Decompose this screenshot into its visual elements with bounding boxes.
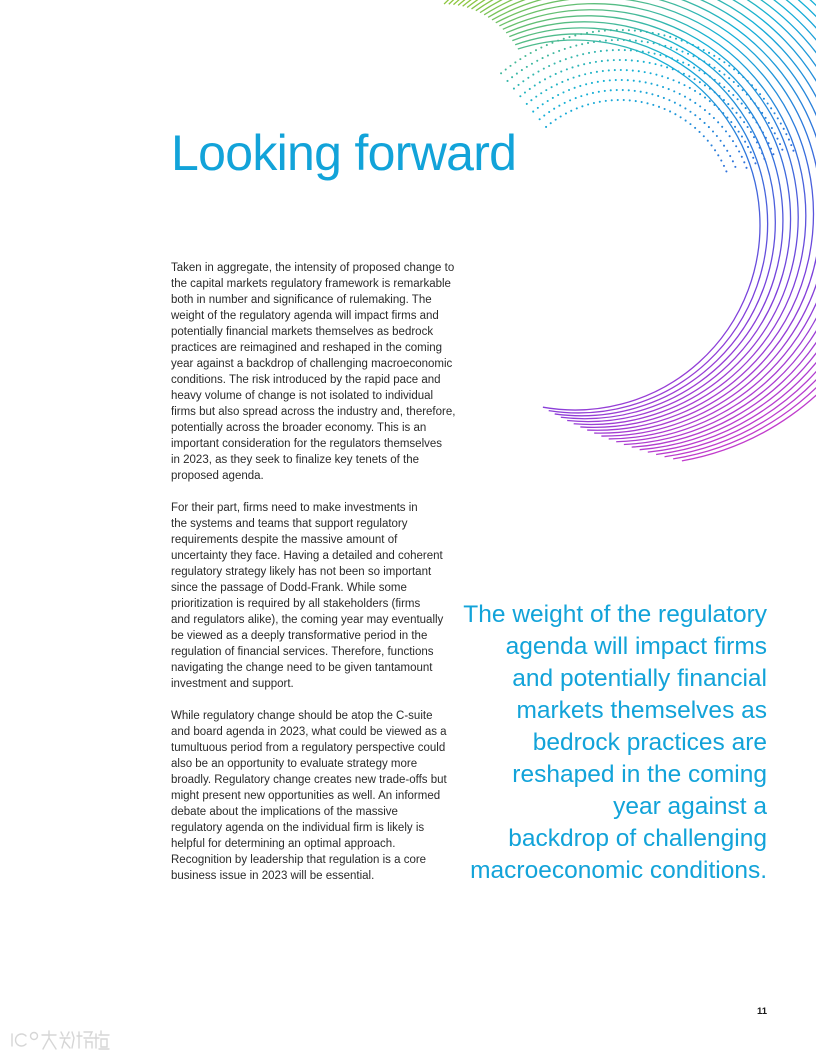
- body-line: For their part, firms need to make investments in: [171, 502, 418, 514]
- body-line: regulatory strategy likely has not been so important: [171, 566, 432, 578]
- body-line: regulation of financial services. Therefore, functions: [171, 646, 434, 658]
- decorative-arc: [458, 0, 816, 454]
- body-line: regulatory agenda on the individual firm is likely is: [171, 822, 425, 834]
- pull-quote-line: agenda will impact firms: [505, 633, 767, 660]
- decorative-arc: [496, 0, 814, 430]
- body-line: since the passage of Dodd-Frank. While some: [171, 582, 407, 594]
- pull-quote-line: The weight of the regulatory: [463, 601, 767, 628]
- body-line: important consideration for the regulators themselves: [171, 438, 443, 450]
- body-line: year against a backdrop of challenging macroeconomic: [171, 358, 453, 370]
- pull-quote: [447, 599, 767, 887]
- decorative-arc: [467, 0, 816, 450]
- body-line: also be an opportunity to evaluate strategy more: [171, 758, 418, 770]
- body-line: the capital markets regulatory framework is remarkable: [171, 278, 451, 290]
- body-line: weight of the regulatory agenda will impact firms and: [171, 310, 439, 322]
- decorative-dotted-arc: [508, 40, 785, 155]
- decorative-dotted-arc: [527, 70, 756, 165]
- pull-quote-line: year against a: [613, 793, 767, 820]
- decorative-dotted-arc: [520, 60, 765, 162]
- body-line: navigating the change need to be given tantamount: [171, 662, 433, 674]
- page-number: 11: [756, 1006, 767, 1017]
- pull-quote-line: markets themselves as: [516, 697, 767, 724]
- body-line: practices are reimagined and reshaped in the coming: [171, 342, 443, 354]
- decorative-dotted-arc: [501, 30, 794, 152]
- body-line: the systems and teams that support regulatory: [171, 518, 408, 530]
- body-line: investment and support.: [171, 678, 294, 690]
- body-line: might present new opportunities as well. An informed: [171, 790, 441, 802]
- body-paragraph: [171, 500, 471, 692]
- decorative-arc: [472, 0, 816, 447]
- pull-quote-line: bedrock practices are: [532, 729, 767, 756]
- body-line: debate about the implications of the massive: [171, 806, 398, 818]
- pull-quote-line: macroeconomic conditions.: [470, 857, 767, 884]
- body-line: requirements despite the massive amount of: [171, 534, 398, 546]
- decorative-arc: [449, 0, 816, 459]
- pull-quote-line: and potentially financial: [512, 665, 767, 692]
- watermark-logo: [6, 1026, 110, 1054]
- body-line: and regulators alike), the coming year may eventually: [171, 614, 444, 626]
- body-line: helpful for determining an optimal approach.: [171, 838, 396, 850]
- body-line: be viewed as a deeply transformative period in the: [171, 630, 428, 642]
- body-line: conditions. The risk introduced by the rapid pace and: [171, 374, 441, 386]
- body-paragraph: [171, 260, 471, 484]
- body-line: firms but also spread across the industry and, therefore,: [171, 406, 456, 418]
- body-line: potentially financial markets themselves as bedrock: [171, 326, 434, 338]
- body-line: and board agenda in 2023, what could be viewed as a: [171, 726, 447, 738]
- body-line: business issue in 2023 will be essential.: [171, 870, 375, 882]
- page-title: Looking forward: [171, 125, 517, 181]
- body-line: tumultuous period from a regulatory perspective could: [171, 742, 446, 754]
- decorative-arc: [453, 0, 816, 457]
- body-line: heavy volume of change is not isolated to individual: [171, 390, 434, 402]
- body-paragraph: [171, 708, 471, 884]
- body-text: [171, 260, 471, 900]
- body-line: While regulatory change should be atop the C-suite: [171, 710, 433, 722]
- body-line: in 2023, as they seek to finalize key tenets of the: [171, 454, 420, 466]
- body-line: both in number and significance of rulemaking. The: [171, 294, 432, 306]
- body-line: broadly. Regulatory change creates new trade-offs but: [171, 774, 447, 786]
- body-line: prioritization is required by all stakeholders (firms: [171, 598, 421, 610]
- body-line: uncertainty they face. Having a detailed and coherent: [171, 550, 443, 562]
- body-line: proposed agenda.: [171, 470, 264, 482]
- decorative-arc: [488, 0, 816, 436]
- decorative-dotted-arc: [540, 90, 738, 172]
- pull-quote-line: reshaped in the coming: [512, 761, 767, 788]
- pull-quote-line: backdrop of challenging: [508, 825, 767, 852]
- body-line: Recognition by leadership that regulation is a core: [171, 854, 427, 866]
- decorative-dotted-arc: [546, 100, 728, 176]
- body-line: potentially across the broader economy. This is an: [171, 422, 427, 434]
- body-line: Taken in aggregate, the intensity of proposed change to: [171, 262, 455, 274]
